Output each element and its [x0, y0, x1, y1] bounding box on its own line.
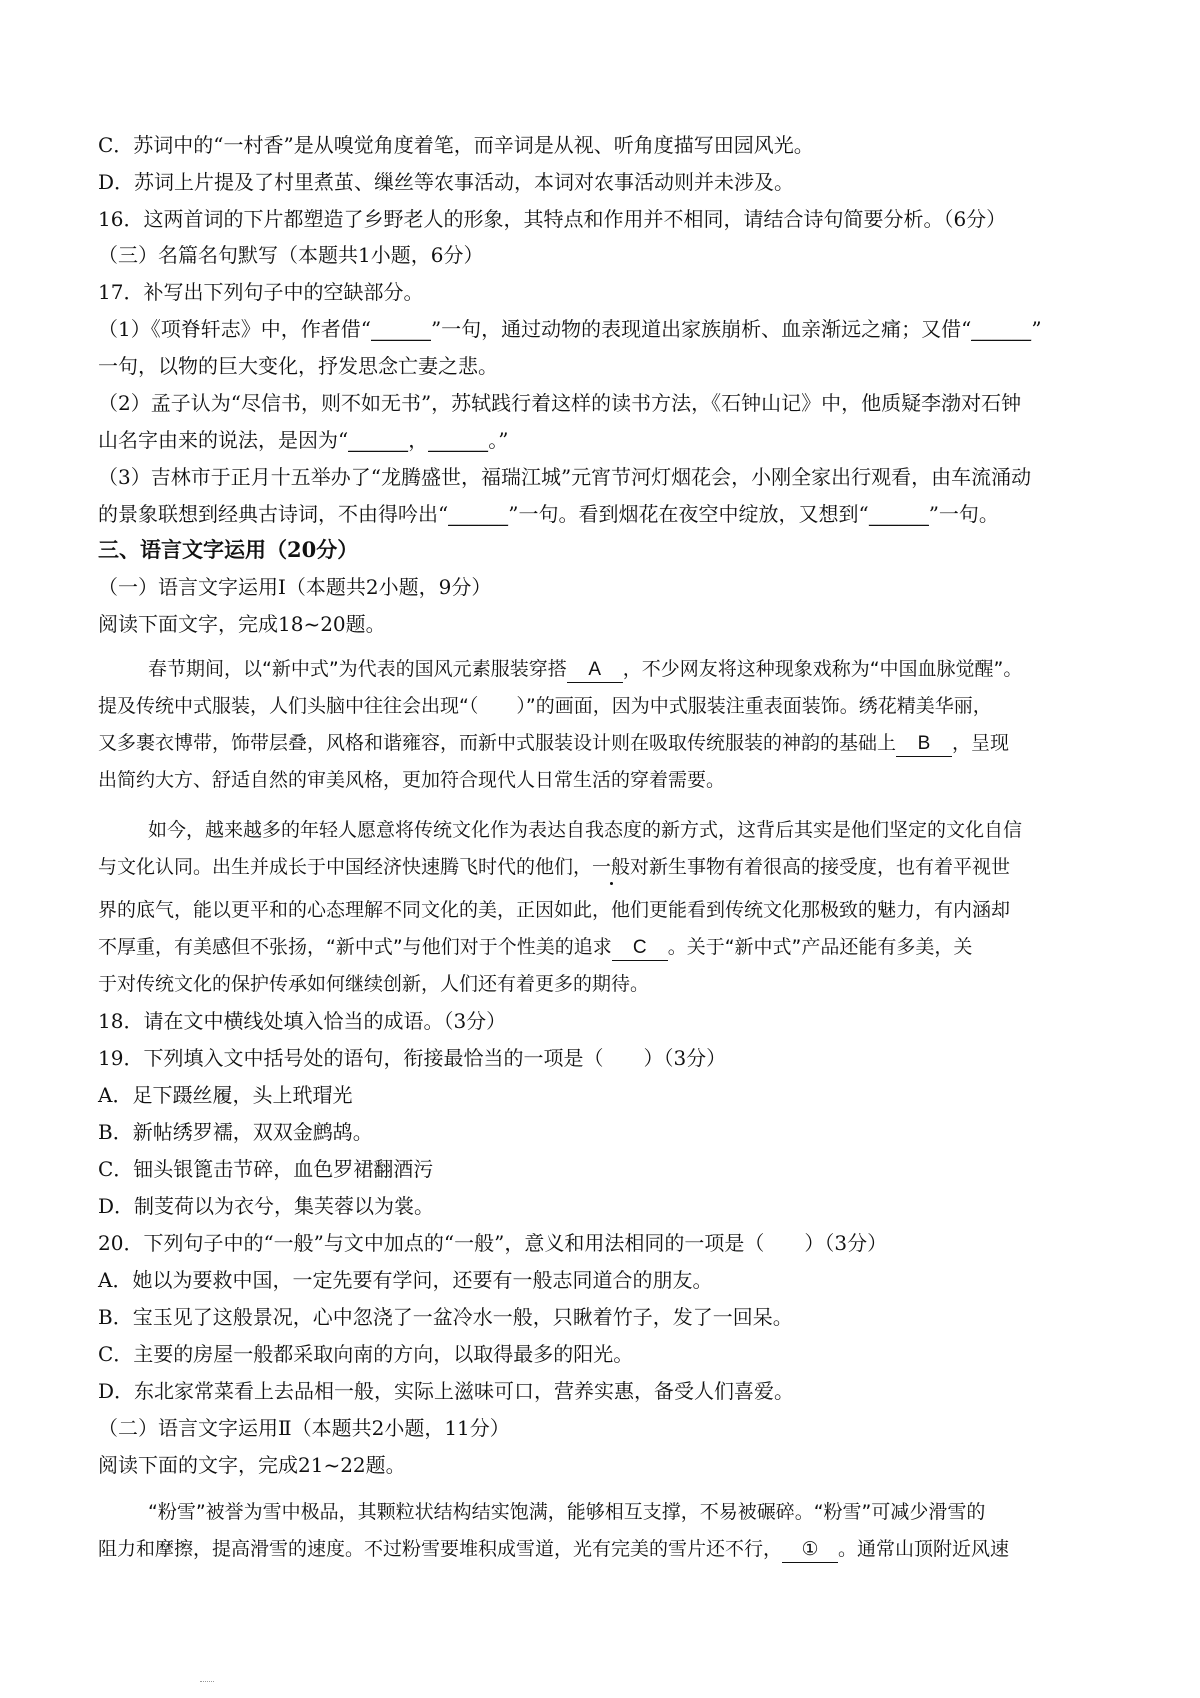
- subsection-1-heading: （一）语言文字运用Ⅰ（本题共2小题，9分）: [98, 575, 492, 599]
- text: （1）《项脊轩志》中，作者借“: [98, 317, 371, 341]
- text: ”: [1031, 317, 1042, 341]
- question-20-option-c: C．主要的房屋一般都采取向南的方向，以取得最多的阳光。: [98, 1342, 634, 1366]
- answer-blank: ______: [868, 502, 929, 526]
- passage-1-line-4: 出简约大方、舒适自然的审美风格，更加符合现代人日常生活的穿着需要。: [98, 769, 726, 791]
- passage-2-line-4: [98, 935, 1104, 961]
- blank-mark-1: ①: [782, 1538, 838, 1563]
- text: ，: [408, 428, 429, 452]
- passage-3-line-1: “粉雪”被誉为雪中极品，其颗粒状结构结实饱满，能够相互支撑，不易被碾碎。“粉雪”可减少滑雪的: [148, 1501, 986, 1523]
- blank-mark-c: C: [612, 936, 668, 961]
- text: ”一句。看到烟花在夜空中绽放，又想到“: [508, 502, 869, 526]
- question-19-option-d: D．制芰荷以为衣兮，集芙蓉以为裳。: [98, 1194, 435, 1218]
- question-17-1-line-b: 一句，以物的巨大变化，抒发思念亡妻之悲。: [98, 354, 498, 378]
- blank-mark-b: B: [896, 732, 952, 757]
- blank-mark-a: A: [567, 658, 623, 683]
- dotted-word: 一般: [592, 856, 631, 878]
- question-20: 20．下列句子中的“一般”与文中加点的“一般”，意义和用法相同的一项是（ ）（3分）: [98, 1231, 888, 1255]
- question-17-1-line-a: [98, 317, 1104, 341]
- question-18: 18．请在文中横线处填入恰当的成语。（3分）: [98, 1009, 507, 1033]
- passage-1-line-3: [98, 731, 1104, 757]
- question-19-option-c: C．钿头银篦击节碎，血色罗裙翻酒污: [98, 1157, 434, 1181]
- option-d-line: D．苏词上片提及了村里煮茧、缫丝等农事活动，本词对农事活动则并未涉及。: [98, 170, 795, 194]
- answer-blank: ______: [428, 428, 489, 452]
- passage-2-line-5: 于对传统文化的保护传承如何继续创新，人们还有着更多的期待。: [98, 973, 650, 995]
- question-17-3-line-a: （3）吉林市于正月十五举办了“龙腾盛世，福瑞江城”元宵节河灯烟花会，小刚全家出行观看，由车流涌动: [98, 465, 1032, 489]
- question-17: 17．补写出下列句子中的空缺部分。: [98, 280, 424, 304]
- footer-mark: [200, 1675, 214, 1682]
- text: 不厚重，有美感但不张扬，“新中式”与他们对于个性美的追求: [98, 936, 612, 958]
- text: 。通常山顶附近风速: [838, 1538, 1010, 1560]
- question-17-3-line-b: [98, 502, 1104, 526]
- question-19-option-b: B．新帖绣罗襦，双双金鹧鸪。: [98, 1120, 373, 1144]
- passage-2-line-3: 界的底气，能以更平和的心态理解不同文化的美，正因如此，他们更能看到传统文化那极致的魅力，有内涵却: [98, 899, 1011, 921]
- text: 阻力和摩擦，提高滑雪的速度。不过粉雪要堆积成雪道，光有完美的雪片还不行，: [98, 1538, 783, 1560]
- text: ，呈现: [952, 732, 1010, 754]
- text: 的景象联想到经典古诗词，不由得吟出“: [98, 502, 449, 526]
- question-20-option-d: D．东北家常菜看上去品相一般，实际上滋味可口，营养实惠，备受人们喜爱。: [98, 1379, 795, 1403]
- answer-blank: ______: [348, 428, 409, 452]
- text: ”一句。: [928, 502, 999, 526]
- answer-blank: ______: [370, 317, 431, 341]
- reading-instruction-1: 阅读下面文字，完成18~20题。: [98, 612, 386, 636]
- passage-1-line-2: 提及传统中式服装，人们头脑中往往会出现“（ ）”的画面，因为中式服装注重表面装饰。绣花精美华丽，: [98, 695, 992, 717]
- question-17-2-line-b: [98, 428, 1104, 452]
- text: 。”: [488, 428, 509, 452]
- text: 又多裹衣博带，饰带层叠，风格和谐雍容，而新中式服装设计则在吸取传统服装的神韵的基础上: [98, 732, 897, 754]
- question-20-option-b: B．宝玉见了这般景况，心中忽浇了一盆冷水一般，只瞅着竹子，发了一回呆。: [98, 1305, 793, 1329]
- answer-blank: ______: [971, 317, 1032, 341]
- question-16: 16．这两首词的下片都塑造了乡野老人的形象，其特点和作用并不相同，请结合诗句简要分析。（6分）: [98, 207, 1007, 231]
- text: 与文化认同。出生并成长于中国经济快速腾飞时代的他们，: [98, 856, 593, 878]
- passage-3-line-2: [98, 1537, 1104, 1563]
- text: ”一句，通过动物的表现道出家族崩析、血亲渐远之痛；又借“: [430, 317, 972, 341]
- text: 。关于“新中式”产品还能有多美，关: [667, 936, 973, 958]
- text: 山名字由来的说法，是因为“: [98, 428, 349, 452]
- passage-1-line-1: [148, 657, 1104, 683]
- question-17-2-line-a: （2）孟子认为“尽信书，则不如无书”，苏轼践行着这样的读书方法，《石钟山记》中，他质疑李渤对石钟: [98, 391, 1022, 415]
- subsection-2-heading: （二）语言文字运用Ⅱ（本题共2小题，11分）: [98, 1416, 510, 1440]
- option-c-line: C．苏词中的“一村香”是从嗅觉角度着笔，而辛词是从视、听角度描写田园风光。: [98, 133, 814, 157]
- text: 对新生事物有着很高的接受度，也有着平视世: [630, 856, 1011, 878]
- section-famous-lines: （三）名篇名句默写（本题共1小题，6分）: [98, 243, 484, 267]
- answer-blank: ______: [448, 502, 509, 526]
- text: ，不少网友将这种现象戏称为“中国血脉觉醒”。: [622, 658, 1023, 680]
- question-20-option-a: A．她以为要救中国，一定先要有学问，还要有一般志同道合的朋友。: [98, 1268, 713, 1292]
- question-19: 19．下列填入文中括号处的语句，衔接最恰当的一项是（ ）（3分）: [98, 1046, 727, 1070]
- text: 春节期间，以“新中式”为代表的国风元素服装穿搭: [148, 658, 567, 680]
- reading-instruction-2: 阅读下面的文字，完成21~22题。: [98, 1453, 406, 1477]
- passage-2-line-1: 如今，越来越多的年轻人愿意将传统文化作为表达自我态度的新方式，这背后其实是他们坚定的文化自信: [148, 819, 1023, 841]
- passage-2-line-2: [98, 855, 1104, 879]
- question-19-option-a: A．足下蹑丝履，头上玳瑁光: [98, 1083, 353, 1107]
- part-three-heading: 三、语言文字运用（20分）: [98, 537, 359, 562]
